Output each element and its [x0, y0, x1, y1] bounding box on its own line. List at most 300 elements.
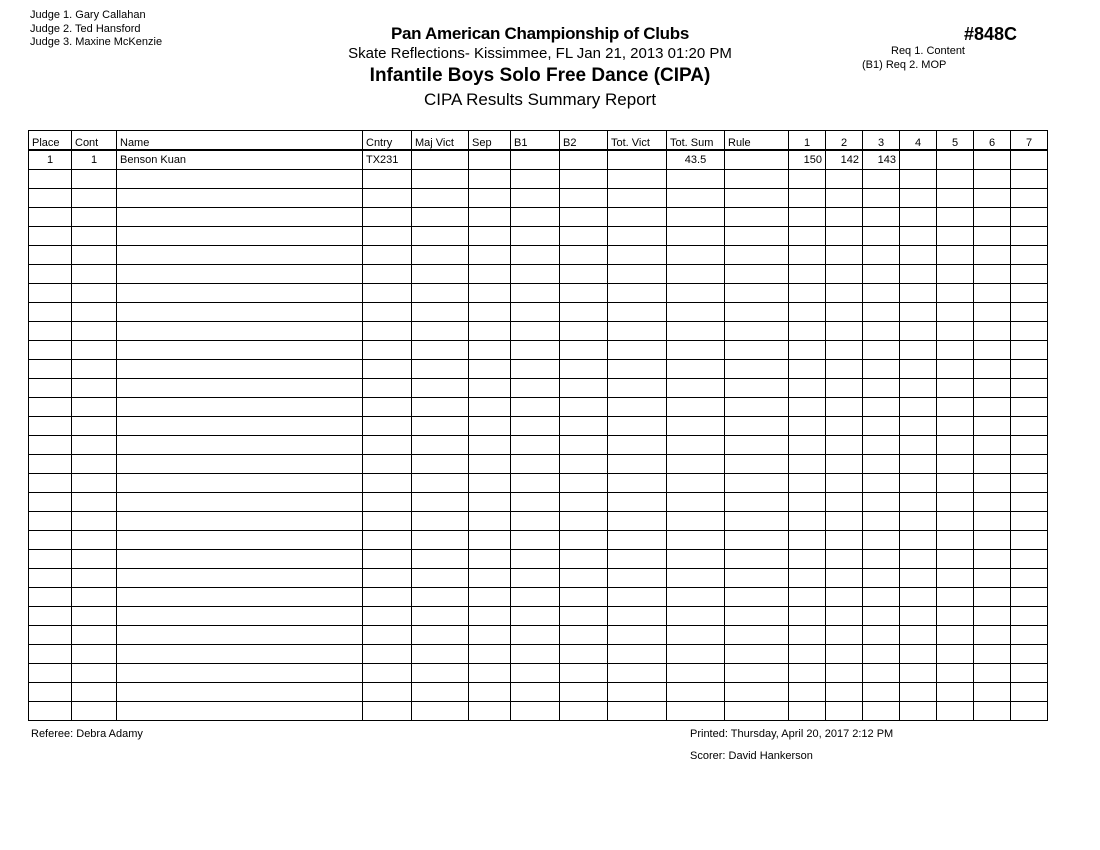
table-cell: [608, 322, 667, 341]
table-cell: [72, 512, 117, 531]
table-cell: [725, 455, 789, 474]
column-header: B1: [511, 131, 560, 151]
table-cell: [469, 150, 511, 170]
table-cell: [72, 683, 117, 702]
results-table: [28, 130, 1048, 721]
report-title: CIPA Results Summary Report: [423, 90, 657, 109]
table-cell: [363, 588, 412, 607]
printed-date: Printed: Thursday, April 20, 2017 2:12 PM: [690, 728, 894, 740]
table-cell: [608, 170, 667, 189]
table-cell: [937, 170, 974, 189]
table-cell: [608, 227, 667, 246]
table-cell: [789, 588, 826, 607]
table-cell: [608, 550, 667, 569]
table-cell: [469, 322, 511, 341]
table-cell: [974, 417, 1011, 436]
table-cell: [412, 170, 469, 189]
table-row: [29, 208, 1048, 227]
table-cell: [937, 626, 974, 645]
table-cell: [511, 246, 560, 265]
table-cell: [117, 626, 363, 645]
table-cell: 142: [826, 150, 863, 170]
table-cell: [117, 360, 363, 379]
table-cell: [72, 208, 117, 227]
table-cell: [900, 208, 937, 227]
table-cell: [363, 607, 412, 626]
table-cell: [863, 569, 900, 588]
table-cell: [511, 150, 560, 170]
table-cell: [667, 645, 725, 664]
table-cell: [667, 455, 725, 474]
table-cell: 1: [29, 150, 72, 170]
table-cell: [117, 284, 363, 303]
table-cell: [937, 150, 974, 170]
table-cell: [469, 265, 511, 284]
table-cell: [363, 436, 412, 455]
table-header-row: [29, 131, 1048, 151]
table-cell: [1011, 246, 1048, 265]
table-cell: [511, 683, 560, 702]
table-cell: [412, 417, 469, 436]
table-cell: [725, 702, 789, 721]
table-cell: [900, 246, 937, 265]
column-header: 4: [900, 131, 937, 151]
table-cell: [900, 512, 937, 531]
table-cell: [1011, 702, 1048, 721]
table-cell: [667, 379, 725, 398]
table-cell: [974, 550, 1011, 569]
table-cell: [863, 455, 900, 474]
table-row: [29, 379, 1048, 398]
table-cell: [667, 170, 725, 189]
table-cell: [863, 436, 900, 455]
table-cell: [412, 550, 469, 569]
table-cell: [29, 360, 72, 379]
table-cell: [863, 683, 900, 702]
table-cell: [469, 436, 511, 455]
table-cell: [511, 208, 560, 227]
table-cell: [72, 227, 117, 246]
table-cell: [937, 417, 974, 436]
competition-title: Pan American Championship of Clubs: [390, 24, 690, 43]
table-cell: [412, 208, 469, 227]
table-cell: [863, 284, 900, 303]
table-cell: [29, 265, 72, 284]
table-cell: [29, 398, 72, 417]
table-cell: [560, 550, 608, 569]
table-cell: [412, 474, 469, 493]
table-cell: [363, 550, 412, 569]
table-cell: [900, 436, 937, 455]
table-cell: [900, 664, 937, 683]
table-cell: [29, 493, 72, 512]
table-cell: [29, 626, 72, 645]
table-cell: [900, 284, 937, 303]
table-cell: [560, 569, 608, 588]
table-row: [29, 341, 1048, 360]
table-cell: [826, 493, 863, 512]
table-row: [29, 455, 1048, 474]
table-row: [29, 531, 1048, 550]
table-cell: [974, 265, 1011, 284]
table-cell: [363, 398, 412, 417]
table-cell: [789, 493, 826, 512]
table-cell: [469, 683, 511, 702]
table-cell: [29, 189, 72, 208]
table-cell: [511, 645, 560, 664]
table-cell: [900, 474, 937, 493]
table-cell: [667, 208, 725, 227]
table-cell: [560, 474, 608, 493]
table-cell: [29, 588, 72, 607]
table-cell: [363, 702, 412, 721]
table-cell: [667, 493, 725, 512]
table-cell: [1011, 189, 1048, 208]
table-cell: [667, 189, 725, 208]
table-cell: [937, 531, 974, 550]
table-cell: [29, 474, 72, 493]
table-row: [29, 474, 1048, 493]
column-header: 5: [937, 131, 974, 151]
table-cell: [900, 702, 937, 721]
table-cell: [511, 360, 560, 379]
column-header: Place: [29, 131, 72, 151]
table-cell: [412, 645, 469, 664]
table-cell: [469, 246, 511, 265]
table-cell: [863, 227, 900, 246]
table-cell: [608, 664, 667, 683]
table-cell: [937, 474, 974, 493]
table-cell: [29, 341, 72, 360]
table-cell: [1011, 208, 1048, 227]
table-cell: [1011, 379, 1048, 398]
table-row: [29, 170, 1048, 189]
table-cell: [412, 227, 469, 246]
table-cell: [826, 398, 863, 417]
requirement-2: (B1) Req 2. MOP: [862, 59, 947, 71]
table-cell: [667, 341, 725, 360]
table-cell: [1011, 322, 1048, 341]
table-row: [29, 683, 1048, 702]
table-cell: [29, 246, 72, 265]
table-cell: [937, 683, 974, 702]
table-cell: [974, 150, 1011, 170]
table-cell: [789, 531, 826, 550]
table-cell: [863, 170, 900, 189]
table-cell: [511, 664, 560, 683]
table-cell: [608, 702, 667, 721]
table-cell: [560, 303, 608, 322]
table-cell: [363, 322, 412, 341]
table-cell: [667, 702, 725, 721]
table-cell: [667, 265, 725, 284]
table-cell: [1011, 303, 1048, 322]
table-cell: [1011, 645, 1048, 664]
table-cell: [1011, 569, 1048, 588]
table-cell: [608, 607, 667, 626]
requirement-1: Req 1. Content: [891, 45, 965, 57]
table-cell: [725, 645, 789, 664]
table-cell: [72, 607, 117, 626]
table-cell: [117, 493, 363, 512]
table-cell: [608, 436, 667, 455]
table-cell: [1011, 626, 1048, 645]
table-cell: [363, 227, 412, 246]
column-header: 1: [789, 131, 826, 151]
table-cell: [1011, 398, 1048, 417]
table-cell: [900, 588, 937, 607]
table-cell: [608, 360, 667, 379]
table-cell: [72, 189, 117, 208]
table-cell: [974, 322, 1011, 341]
column-header: Cntry: [363, 131, 412, 151]
table-cell: [667, 227, 725, 246]
table-cell: 1: [72, 150, 117, 170]
table-cell: [826, 550, 863, 569]
table-cell: [412, 360, 469, 379]
table-cell: [789, 607, 826, 626]
table-cell: [560, 436, 608, 455]
table-cell: [974, 436, 1011, 455]
column-header: Sep: [469, 131, 511, 151]
table-cell: [608, 683, 667, 702]
table-cell: [608, 398, 667, 417]
table-cell: [789, 208, 826, 227]
table-cell: [789, 360, 826, 379]
table-cell: [511, 588, 560, 607]
table-cell: [29, 645, 72, 664]
table-cell: [560, 512, 608, 531]
table-cell: [511, 569, 560, 588]
table-cell: [412, 702, 469, 721]
table-cell: [974, 303, 1011, 322]
table-cell: [29, 417, 72, 436]
table-cell: [725, 246, 789, 265]
table-cell: [725, 474, 789, 493]
table-cell: [560, 626, 608, 645]
table-cell: [725, 227, 789, 246]
table-cell: [863, 322, 900, 341]
table-cell: [117, 664, 363, 683]
table-cell: [29, 664, 72, 683]
table-cell: [667, 531, 725, 550]
table-cell: [29, 607, 72, 626]
table-cell: [511, 455, 560, 474]
table-cell: [363, 341, 412, 360]
table-cell: [667, 664, 725, 683]
table-cell: [900, 227, 937, 246]
table-cell: [725, 170, 789, 189]
table-cell: [900, 569, 937, 588]
table-cell: [937, 550, 974, 569]
table-row: [29, 702, 1048, 721]
table-cell: [863, 474, 900, 493]
table-cell: [117, 683, 363, 702]
table-cell: [412, 683, 469, 702]
table-cell: [937, 664, 974, 683]
table-cell: [560, 284, 608, 303]
table-cell: [863, 702, 900, 721]
table-cell: [469, 303, 511, 322]
table-cell: [974, 341, 1011, 360]
venue-date: Skate Reflections- Kissimmee, FL Jan 21, 2013 01:20 PM: [348, 45, 732, 62]
table-cell: [667, 474, 725, 493]
table-cell: [412, 512, 469, 531]
table-cell: [469, 189, 511, 208]
table-cell: [469, 455, 511, 474]
event-number: #848C: [964, 24, 1018, 44]
table-cell: [789, 379, 826, 398]
column-header: Tot. Sum: [667, 131, 725, 151]
table-cell: [511, 417, 560, 436]
table-cell: [667, 360, 725, 379]
table-cell: [72, 341, 117, 360]
table-cell: [560, 588, 608, 607]
table-cell: [469, 550, 511, 569]
column-header: 3: [863, 131, 900, 151]
table-row: [29, 360, 1048, 379]
table-cell: [667, 436, 725, 455]
table-cell: [469, 417, 511, 436]
table-cell: [725, 150, 789, 170]
table-cell: [117, 702, 363, 721]
table-cell: [937, 493, 974, 512]
table-cell: [29, 512, 72, 531]
table-cell: [511, 436, 560, 455]
table-row: [29, 550, 1048, 569]
table-cell: [937, 379, 974, 398]
table-cell: [560, 702, 608, 721]
table-cell: [826, 474, 863, 493]
table-cell: [974, 569, 1011, 588]
table-row: [29, 150, 1048, 170]
table-cell: [725, 531, 789, 550]
table-cell: [826, 246, 863, 265]
table-cell: [826, 360, 863, 379]
table-cell: [725, 664, 789, 683]
table-cell: [469, 626, 511, 645]
table-cell: [363, 303, 412, 322]
table-cell: [789, 322, 826, 341]
table-cell: [412, 398, 469, 417]
table-cell: [117, 227, 363, 246]
table-cell: [29, 303, 72, 322]
table-cell: [725, 303, 789, 322]
table-cell: [72, 322, 117, 341]
table-cell: [1011, 474, 1048, 493]
table-cell: [900, 360, 937, 379]
table-cell: [117, 607, 363, 626]
table-cell: [511, 284, 560, 303]
table-cell: [117, 398, 363, 417]
table-cell: [363, 474, 412, 493]
table-cell: [974, 512, 1011, 531]
table-cell: [667, 398, 725, 417]
table-cell: [29, 569, 72, 588]
table-cell: [608, 246, 667, 265]
table-cell: 150: [789, 150, 826, 170]
table-cell: [974, 227, 1011, 246]
table-cell: [826, 683, 863, 702]
table-cell: [72, 702, 117, 721]
table-cell: [363, 417, 412, 436]
column-header: Tot. Vict: [608, 131, 667, 151]
table-cell: [469, 474, 511, 493]
table-cell: [72, 569, 117, 588]
table-cell: [608, 265, 667, 284]
table-cell: [725, 550, 789, 569]
table-row: [29, 189, 1048, 208]
table-cell: [72, 645, 117, 664]
table-cell: [560, 683, 608, 702]
table-cell: [725, 493, 789, 512]
table-cell: [72, 588, 117, 607]
table-cell: [863, 360, 900, 379]
table-cell: [117, 379, 363, 398]
table-cell: [412, 189, 469, 208]
table-cell: [412, 455, 469, 474]
event-title: Infantile Boys Solo Free Dance (CIPA): [369, 65, 711, 86]
table-cell: [511, 626, 560, 645]
table-cell: [560, 417, 608, 436]
table-cell: [900, 265, 937, 284]
table-row: [29, 246, 1048, 265]
table-cell: [412, 588, 469, 607]
table-cell: [117, 569, 363, 588]
table-cell: [511, 512, 560, 531]
table-cell: [789, 265, 826, 284]
table-cell: [937, 436, 974, 455]
table-cell: [29, 379, 72, 398]
table-cell: [511, 189, 560, 208]
table-row: [29, 512, 1048, 531]
table-cell: [72, 531, 117, 550]
table-cell: [412, 664, 469, 683]
table-cell: [900, 189, 937, 208]
table-cell: [117, 208, 363, 227]
table-cell: [1011, 227, 1048, 246]
table-cell: [789, 436, 826, 455]
table-cell: [900, 531, 937, 550]
table-cell: [826, 284, 863, 303]
table-row: [29, 626, 1048, 645]
table-cell: [608, 417, 667, 436]
table-cell: [117, 341, 363, 360]
table-cell: [826, 341, 863, 360]
table-cell: [72, 493, 117, 512]
table-cell: [900, 455, 937, 474]
table-cell: [363, 645, 412, 664]
table-cell: [826, 265, 863, 284]
table-cell: [974, 474, 1011, 493]
table-cell: [789, 626, 826, 645]
table-cell: [937, 645, 974, 664]
table-cell: [667, 626, 725, 645]
table-cell: [29, 227, 72, 246]
table-cell: [412, 379, 469, 398]
table-row: [29, 588, 1048, 607]
table-cell: [469, 493, 511, 512]
table-cell: [511, 607, 560, 626]
table-cell: [667, 569, 725, 588]
judge-1: Judge 1. Gary Callahan: [30, 9, 146, 21]
column-header: 6: [974, 131, 1011, 151]
table-cell: [560, 607, 608, 626]
table-cell: [363, 379, 412, 398]
table-cell: [511, 398, 560, 417]
table-cell: [511, 227, 560, 246]
table-cell: [900, 417, 937, 436]
